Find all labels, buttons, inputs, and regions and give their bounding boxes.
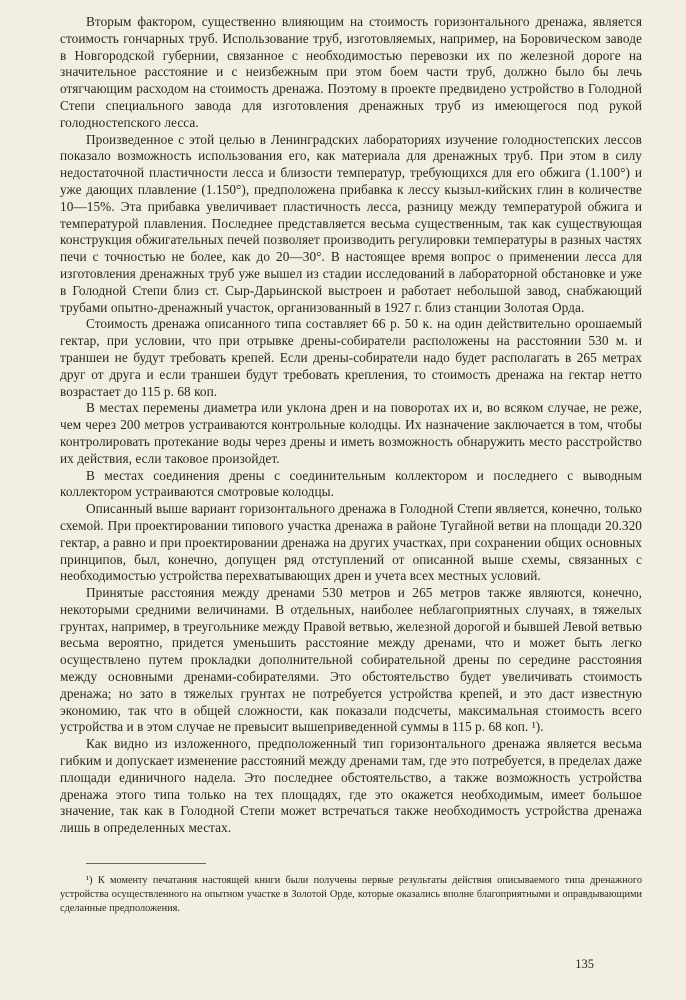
paragraph: Стоимость дренажа описанного типа составляет 66 р. 50 к. на один действительно орошаемый гектар, при условии, что при отрывке дрены-собиратели расположены на расстоянии 530 м. и траншеи не будут требовать крепей. Если дрены-собиратели надо будет располагать в 265 метрах друг от друга и если траншеи будут требовать крепления, то стоимость дренажа на гектар нетто возрастает до 115 р. 68 коп. (60, 316, 642, 399)
paragraph: Вторым фактором, существенно влияющим на стоимость горизонтального дренажа, является стоимость гончарных труб. Использование труб, изготовляемых, например, на Боровическом заводе в Новгородской губернии, связанное с необходимостью перевозки их по железной дороге на значительное расстояние и с неизбежным при этом боем части труб, должно было бы лечь отягчающим расходом на стоимость дренажа. Поэтому в проекте предвидено устройство в Голодной Степи специального завода для изготовления дренажных труб из имеющегося под рукой голодностепского лесса. (60, 14, 642, 130)
paragraph: Произведенное с этой целью в Ленинградских лабораториях изучение голодностепских лессов показало возможность использования его, как материала для дренажных труб. При этом в силу недостаточной пластичности лесса и близости температур, требующихся для его обжига (1.100°) и уже дающих плавление (1.150°), предположена прибавка к лессу кызыл-кийских глин в количестве 10—15%. Эта прибавка увеличивает пластичность лесса, разницу между температурой обжига и температурой плавления. Последнее представляется весьма существенным, так как существующая конструкция обжигательных печей позволяет производить регулировки температуры в разных частях печи с точностью не более, как до 20—30°. В настоящее время вопрос о применении лесса для изготовления дренажных труб уже вышел из стадии исследований в лабораторной обстановке и уже в Голодной Степи близ ст. Сыр-Дарьинской выстроен и работает небольшой завод, снабжающий трубами опытно-дренажный участок, организованный в 1927 г. близ станции Золотая Орда. (60, 131, 642, 315)
paragraph: В местах перемены диаметра или уклона дрен и на поворотах их и, во всяком случае, не реже, чем через 200 метров устраиваются контрольные колодцы. Их назначение заключается в том, чтобы контролировать протекание воды через дрены и иметь возможность обнаружить место расстройство их действия, если таковое произойдет. (60, 400, 642, 466)
paragraph: В местах соединения дрены с соединительным коллектором и последнего с выводным коллектором устраиваются смотровые колодцы. (60, 467, 642, 500)
paragraph: Описанный выше вариант горизонтального дренажа в Голодной Степи является, конечно, только схемой. При проектировании типового участка дренажа в районе Тугайной ветви на площади 20.320 гектар, а равно и при проектировании дренажа на других участках, при сохранении общих основных принципов, был, конечно, допущен ряд отступлений от описанной выше схемы, связанных с необходимостью устройства перехватывающих дрен и учета всех местных условий. (60, 501, 642, 584)
page-number: 135 (575, 957, 594, 971)
footnote: ¹) К моменту печатания настоящей книги были получены первые результаты действия описываемого типа дренажного устройства осуществленного на опытном участке в Золотой Орде, которые оказались вполне благоприятными и оправдывающими сделанные предположения. (60, 875, 642, 915)
paragraph: Принятые расстояния между дренами 530 метров и 265 метров также являются, конечно, некоторыми средними величинами. В отдельных, наиболее неблагоприятных случаях, в тяжелых грунтах, например, в треугольнике между Правой ветвью, железной дорогой и бывшей Левой ветвью весьма вероятно, придется уменьшить расстояние между дренами, что и может быть легко осуществлено путем прокладки дополнительной собирательной дрены по середине расстояния между основными дренами-собирателями. Это обстоятельство будет увеличивать стоимость дренажа; но зато в тяжелых грунтах не потребуется устройства крепей, и это даст известную экономию, так что в общей сложности, как показали подсчеты, максимальная стоимость всего устройства и в этом случае не превысит вышеприведенной суммы в 115 р. 68 коп. ¹). (60, 585, 642, 735)
footnote-divider (86, 863, 206, 864)
paragraph: Как видно из изложенного, предположенный тип горизонтального дренажа является весьма гибким и допускает изменение расстояний между дренами там, где это потребуется, в пределах даже площади единичного надела. Это последнее обстоятельство, а также возможность устройства дренажа этого типа только на тех площадях, где это окажется необходимым, имеет большое значение, так как в Голодной Степи может встречаться также необходимость устройства дренажа лишь в определенных местах. (60, 736, 642, 836)
body-text (60, 14, 642, 837)
